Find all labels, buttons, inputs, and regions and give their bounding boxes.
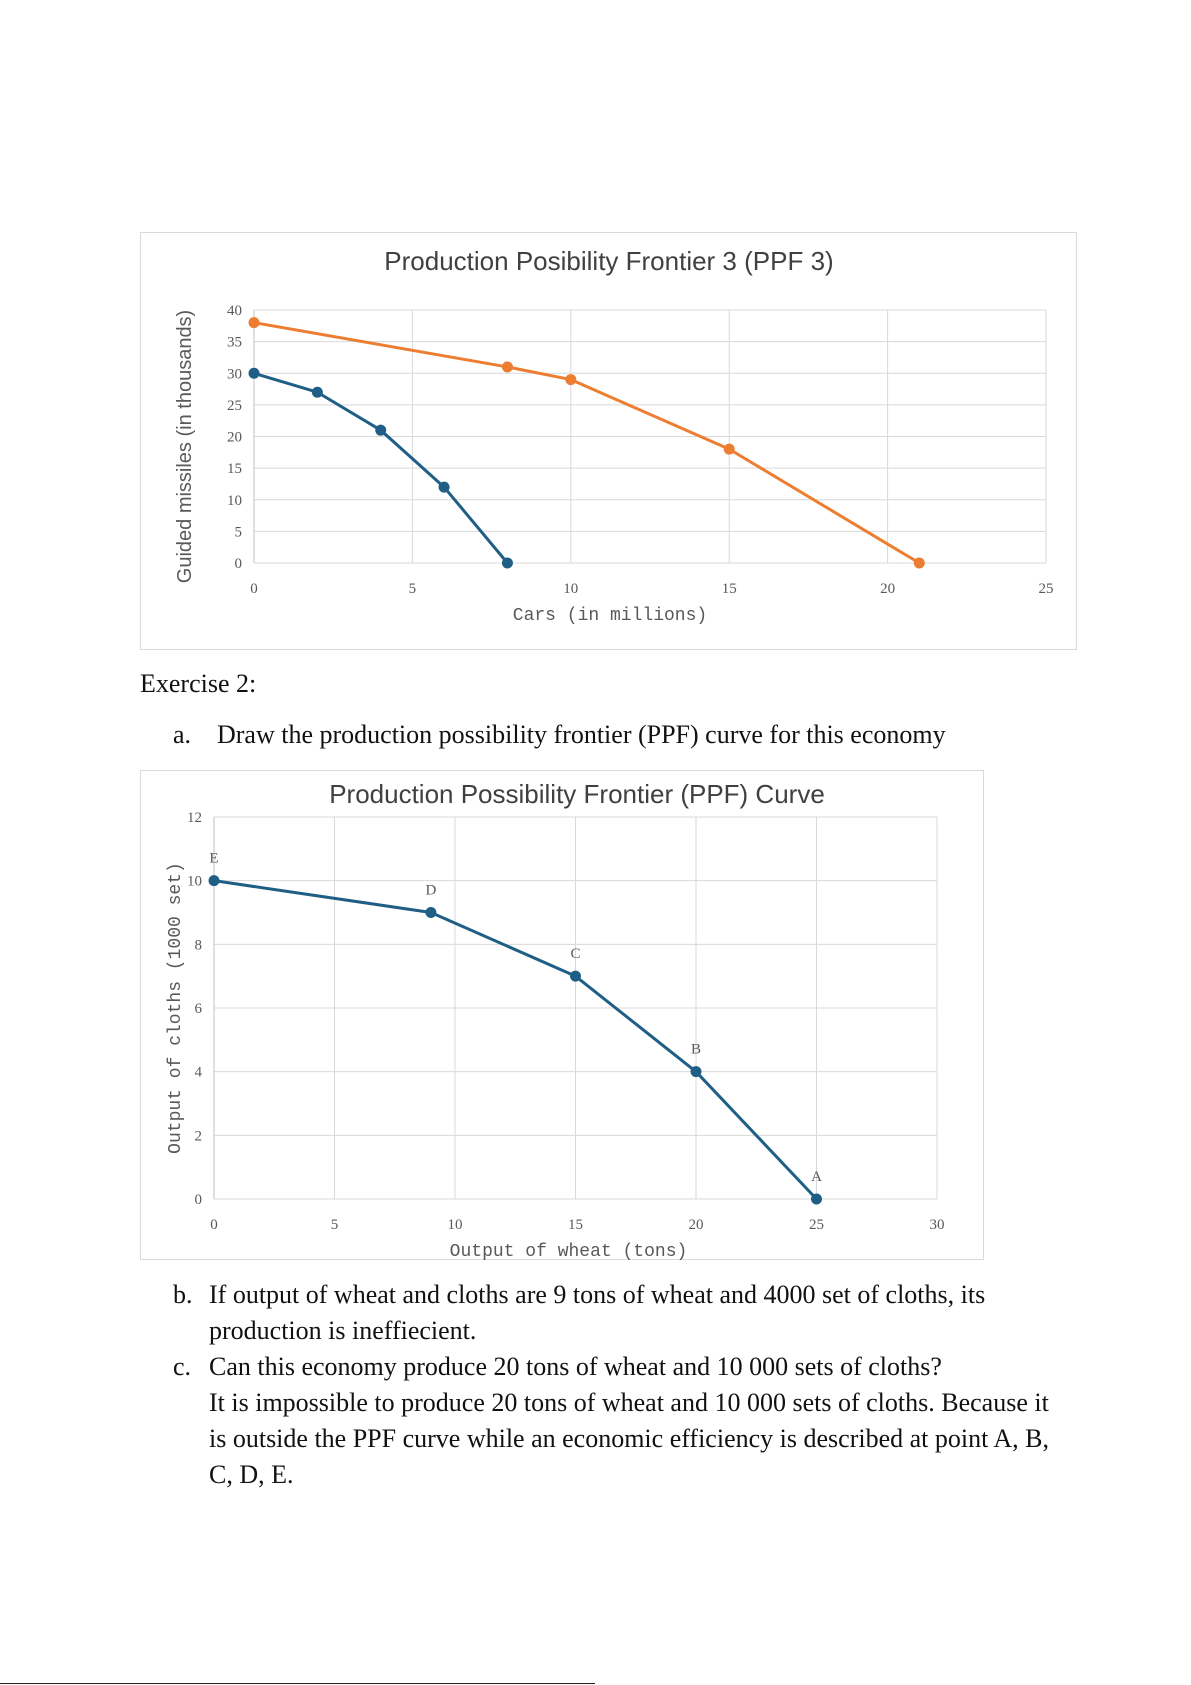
question-b [173, 1277, 1053, 1349]
x-tick-label: 10 [447, 1217, 463, 1233]
question-b-marker: b. [173, 1280, 193, 1309]
point-label: B [690, 1041, 702, 1058]
x-tick-label: 30 [929, 1217, 945, 1233]
point-label: D [425, 882, 437, 899]
x-tick-label: 5 [330, 1217, 339, 1233]
x-tick-label: 25 [1038, 581, 1054, 597]
y-axis-title: Guided missiles (in thousands) [174, 309, 196, 584]
y-tick-label: 12 [187, 810, 202, 826]
data-point [502, 558, 513, 569]
data-point [375, 425, 386, 436]
data-point [724, 444, 735, 455]
data-point [439, 482, 450, 493]
x-tick-label: 25 [809, 1217, 824, 1233]
y-tick-label: 8 [194, 937, 202, 954]
point-label: E [209, 850, 219, 867]
question-b-text: If output of wheat and cloths are 9 tons of wheat and 4000 set of cloths, its production is ineffiecient. [209, 1280, 986, 1345]
series-line [254, 323, 919, 563]
question-c-marker: c. [173, 1352, 192, 1381]
data-point [811, 1194, 822, 1205]
question-a-marker: a. [173, 720, 192, 749]
x-tick-label: 5 [408, 581, 417, 597]
data-point [425, 907, 436, 918]
y-tick-label: 10 [187, 873, 202, 890]
y-tick-label: 4 [194, 1064, 202, 1081]
question-c-answer: It is impossible to produce 20 tons of wheat and 10 000 sets of cloths. Because it is outside the PPF curve while an economic efficiency is described at point A, B, C, D, E. [209, 1388, 1050, 1489]
ppf-curve-chart [140, 770, 984, 1260]
ppf3-chart-svg [141, 233, 1078, 651]
data-point [209, 875, 220, 886]
data-point [312, 387, 323, 398]
x-tick-label: 10 [563, 581, 579, 597]
x-tick-label: 15 [568, 1217, 583, 1233]
footnote-rule [0, 1683, 595, 1684]
y-tick-label: 40 [227, 303, 242, 319]
data-point [249, 317, 260, 328]
exercise-title: Exercise 2: [140, 669, 257, 698]
y-tick-label: 35 [227, 334, 242, 351]
answers-list [173, 1277, 1053, 1493]
x-tick-label: 15 [721, 581, 737, 597]
data-point [570, 971, 581, 982]
chart-title: Production Possibility Frontier (PPF) Curve [329, 779, 825, 809]
y-tick-label: 25 [227, 397, 242, 414]
series-line [214, 881, 817, 1199]
x-axis-title: Cars (in millions) [512, 606, 708, 626]
point-label: C [570, 946, 581, 963]
y-tick-label: 0 [234, 556, 242, 572]
x-tick-label: 20 [880, 581, 896, 597]
data-point [502, 361, 513, 372]
y-axis-title: Output of cloths (1000 set) [166, 862, 186, 1154]
data-point [565, 374, 576, 385]
data-point [249, 368, 260, 379]
question-a [173, 717, 946, 753]
data-point [914, 558, 925, 569]
question-c [173, 1349, 1053, 1493]
data-point [691, 1066, 702, 1077]
x-axis-title: Output of wheat (tons) [449, 1242, 688, 1261]
chart-title: Production Posibility Frontier 3 (PPF 3) [384, 246, 834, 276]
question-c-body [209, 1349, 1053, 1493]
y-tick-label: 20 [227, 429, 242, 446]
question-c-question: Can this economy produce 20 tons of wheat and 10 000 sets of cloths? [209, 1352, 942, 1381]
x-tick-label: 20 [688, 1217, 704, 1233]
x-tick-label: 0 [250, 581, 258, 597]
y-tick-label: 0 [194, 1192, 202, 1208]
ppf-curve-chart-svg [141, 771, 985, 1261]
ppf3-chart [140, 232, 1077, 650]
question-a-text: Draw the production possibility frontier (PPF) curve for this economy [217, 720, 946, 749]
y-tick-label: 15 [227, 461, 242, 478]
y-tick-label: 10 [227, 492, 242, 509]
y-tick-label: 5 [234, 524, 242, 541]
y-tick-label: 30 [227, 366, 242, 383]
y-tick-label: 2 [194, 1128, 202, 1145]
x-tick-label: 0 [210, 1217, 218, 1233]
y-tick-label: 6 [194, 1001, 202, 1017]
point-label: A [811, 1169, 822, 1185]
